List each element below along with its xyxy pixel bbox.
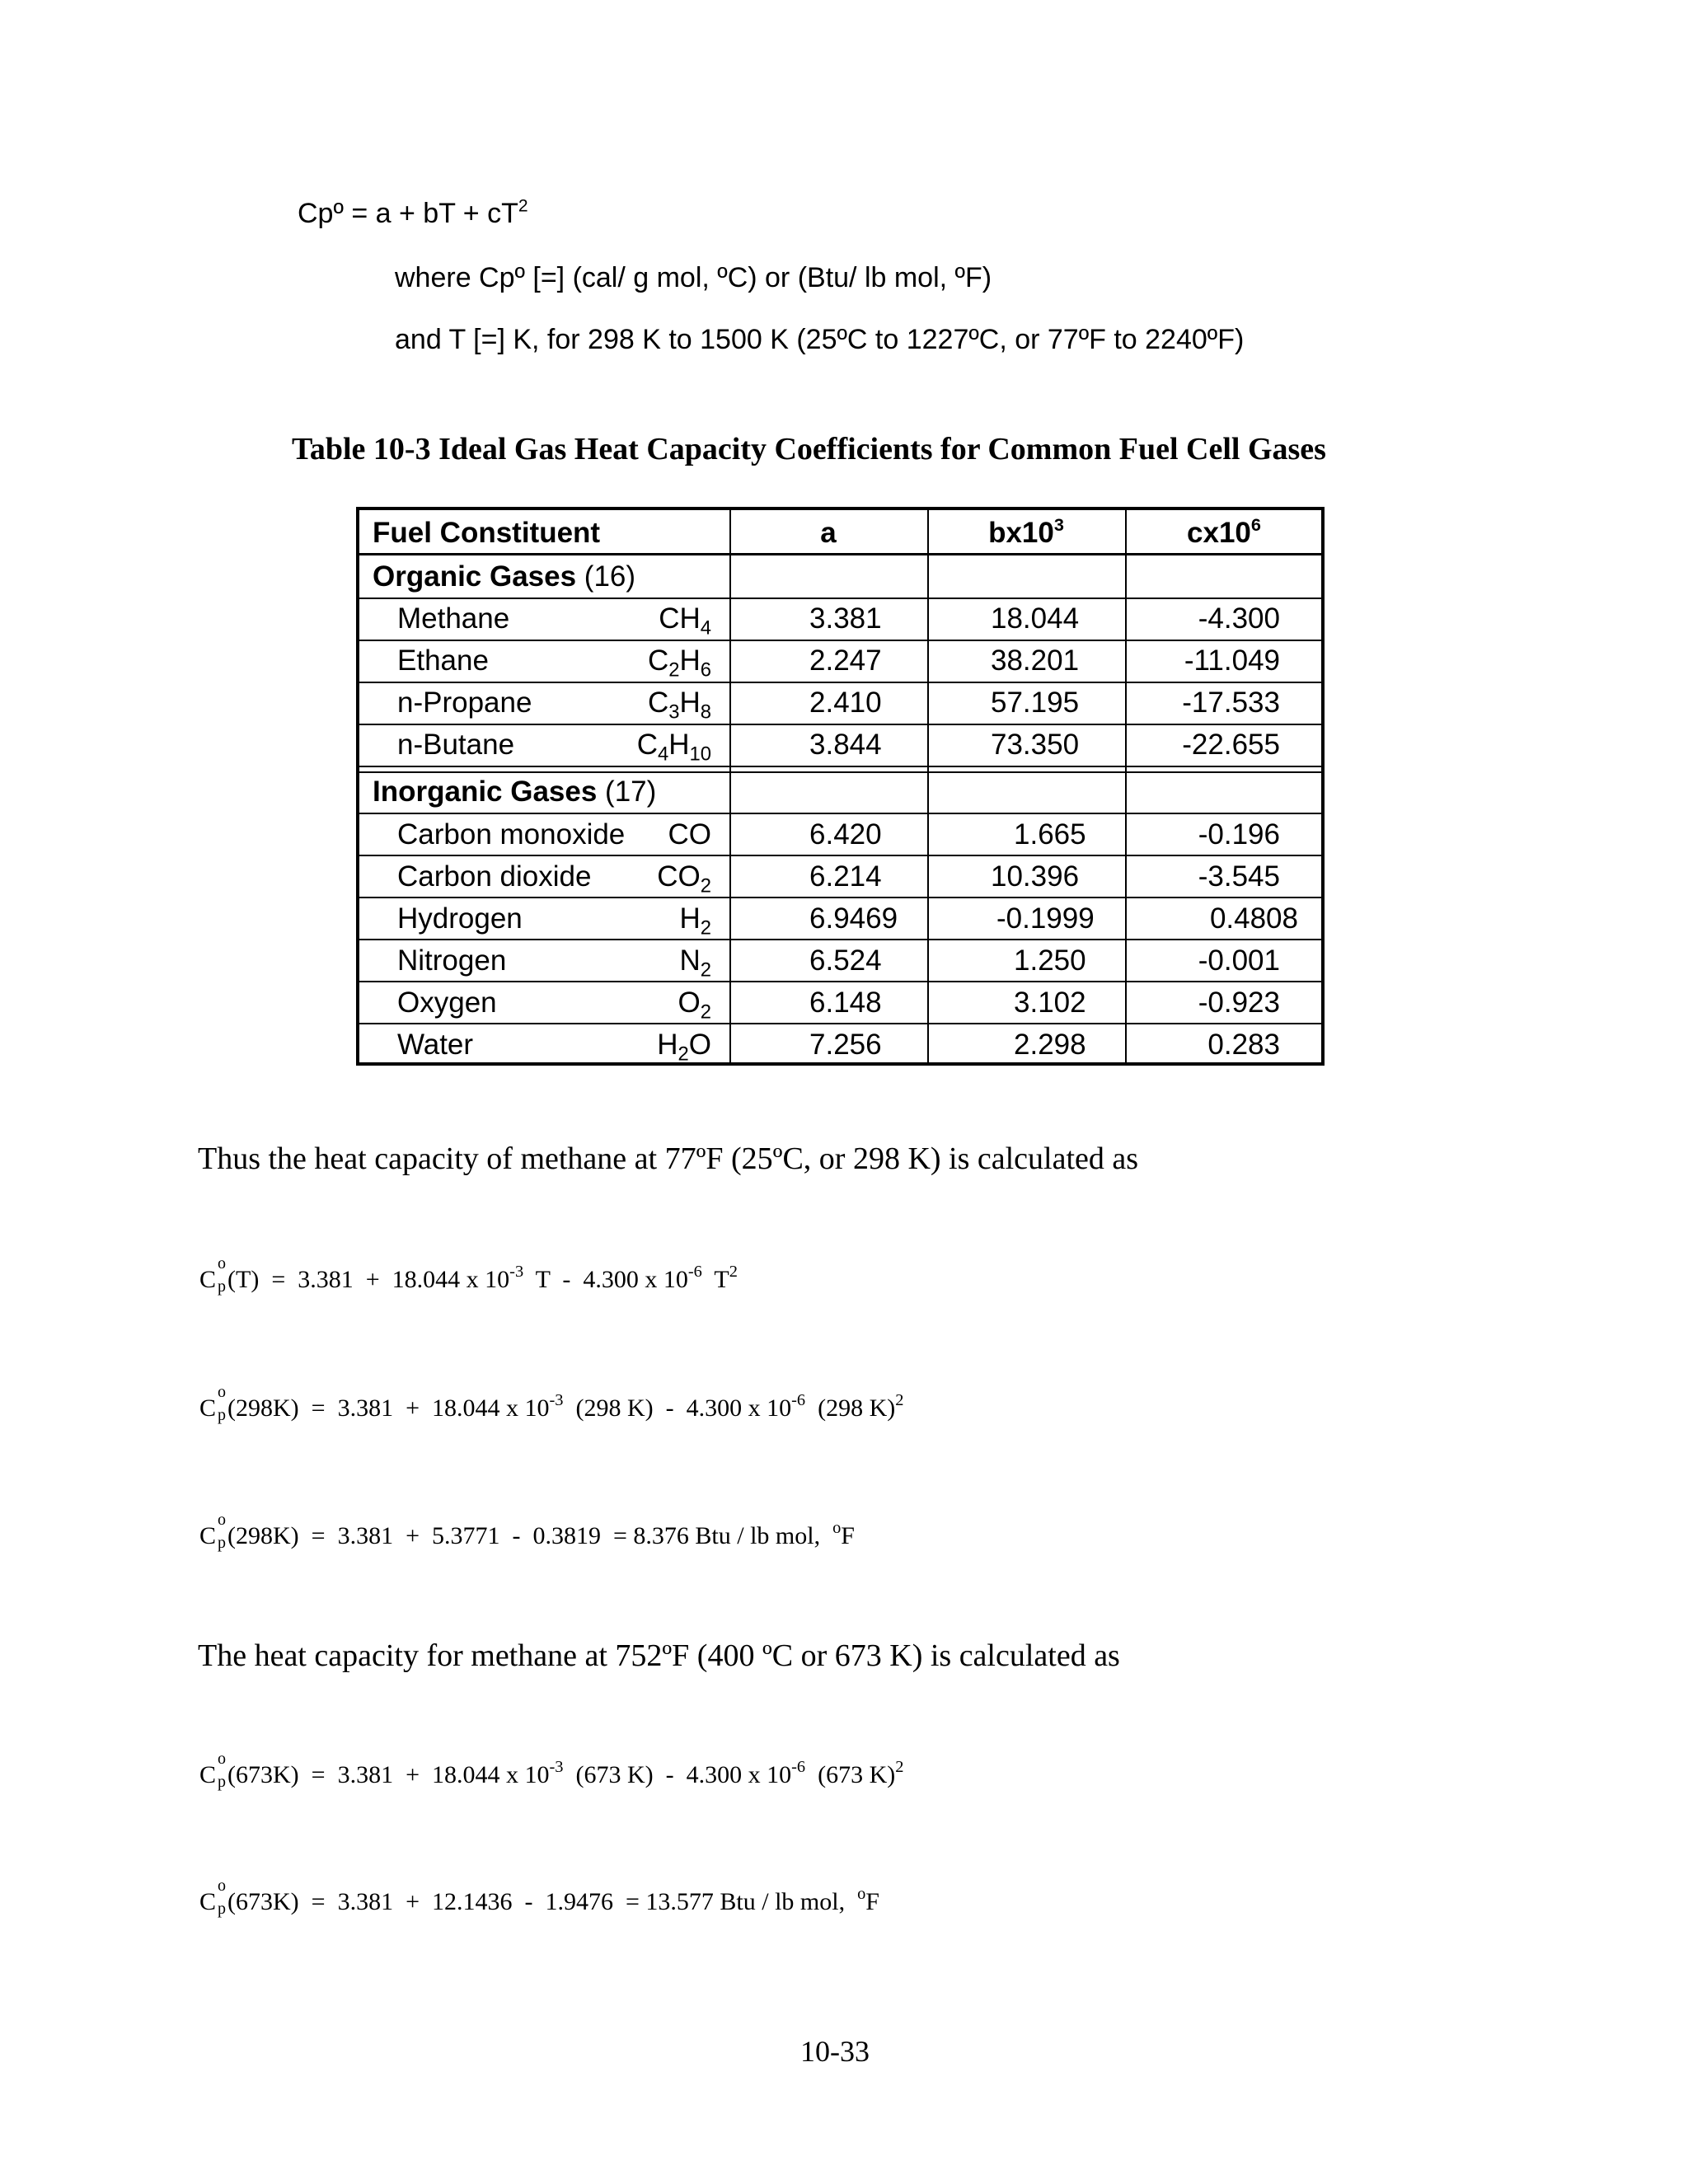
equation-cp-673k-result: C o p (673K) = 3.381 + 12.1436 - 1.9476 = 13.577 Btu / lb mol, $^o$F bbox=[199, 1877, 879, 1918]
group-rule bbox=[359, 766, 1321, 767]
cell-a: 6.214 bbox=[809, 860, 882, 893]
cell-b: 1.665 bbox=[1014, 818, 1086, 851]
header-b: $bx10^3$ bbox=[988, 513, 1064, 549]
row-name: Carbon dioxide bbox=[397, 860, 592, 893]
cell-c: 0.283 bbox=[1207, 1029, 1280, 1061]
row-formula: $N_2$ bbox=[679, 944, 711, 982]
header-c: $cx10^6$ bbox=[1187, 513, 1261, 549]
cell-a: 6.420 bbox=[809, 818, 882, 851]
row-formula: $H_2$ bbox=[679, 902, 711, 940]
cell-b: -0.1999 bbox=[996, 902, 1095, 935]
cell-c: -0.001 bbox=[1198, 944, 1280, 977]
cell-a: 3.381 bbox=[809, 602, 882, 635]
row-formula: $O_2$ bbox=[678, 987, 711, 1024]
row-formula: $C_2H_6$ bbox=[647, 644, 711, 682]
row-name: Oxygen bbox=[397, 987, 497, 1019]
row-name: n-Propane bbox=[397, 687, 532, 719]
equation-cp-general: C o p (T) = 3.381 + 18.044 x $10^{-3}$ T - 4.300 x $10^{-6}$ $T^2$ bbox=[199, 1254, 738, 1296]
row-rule bbox=[359, 682, 1321, 683]
cell-b: 2.298 bbox=[1014, 1029, 1086, 1061]
header-a: a bbox=[820, 517, 837, 549]
header-fuel-constituent: Fuel Constituent bbox=[373, 517, 601, 549]
page-number: 10-33 bbox=[800, 2035, 870, 2068]
cell-a: 2.410 bbox=[809, 687, 882, 719]
temperature-range-line: and T [=] K, for 298 K to 1500 K (25ºC to 1227ºC, or 77ºF to 2240ºF) bbox=[395, 324, 1245, 355]
row-name: Ethane bbox=[397, 644, 489, 677]
cell-c: -0.196 bbox=[1198, 818, 1280, 851]
cell-b: 73.350 bbox=[991, 729, 1080, 761]
cell-b: 18.044 bbox=[991, 602, 1080, 635]
row-rule bbox=[359, 813, 1321, 814]
row-name: n-Butane bbox=[397, 729, 515, 761]
row-formula: $C_3H_8$ bbox=[647, 687, 711, 724]
column-divider bbox=[729, 510, 731, 1062]
paragraph-methane-298k: Thus the heat capacity of methane at 77ºF (25ºC, or 298 K) is calculated as bbox=[198, 1141, 1139, 1176]
cell-a: 7.256 bbox=[809, 1029, 882, 1061]
cell-c: -22.655 bbox=[1182, 729, 1280, 761]
cell-a: 6.9469 bbox=[809, 902, 898, 935]
row-rule bbox=[359, 897, 1321, 898]
row-rule bbox=[359, 939, 1321, 940]
cell-b: 38.201 bbox=[991, 644, 1080, 677]
cell-c: -17.533 bbox=[1182, 687, 1280, 719]
units-line: where Cpº [=] (cal/ g mol, ºC) or (Btu/ lb mol, ºF) bbox=[395, 262, 992, 293]
header-rule bbox=[359, 553, 1321, 555]
equation-cp-298k-substituted: C o p (298K) = 3.381 + 18.044 x $10^{-3}$ (298 K) - 4.300 x $10^{-6}$ (298 K)$^2$ bbox=[199, 1383, 904, 1424]
cell-a: 6.148 bbox=[809, 987, 882, 1019]
cell-c: -4.300 bbox=[1198, 602, 1280, 635]
row-rule bbox=[359, 981, 1321, 982]
equation-cp-673k-substituted: C o p (673K) = 3.381 + 18.044 x $10^{-3}$ (673 K) - 4.300 x $10^{-6}$ (673 K)$^2$ bbox=[199, 1750, 904, 1791]
cell-a: 2.247 bbox=[809, 644, 882, 677]
column-divider bbox=[1125, 510, 1127, 1062]
row-name: Water bbox=[397, 1029, 474, 1061]
cell-c: 0.4808 bbox=[1209, 902, 1298, 935]
cell-b: 10.396 bbox=[991, 860, 1080, 893]
group-rule bbox=[359, 771, 1321, 773]
row-formula: $CH_4$ bbox=[659, 602, 711, 640]
row-rule bbox=[359, 855, 1321, 856]
group-label-inorganic: Inorganic Gases (17) bbox=[373, 776, 657, 808]
row-formula: $C_4H_{10}$ bbox=[636, 729, 711, 766]
equation-cp-298k-result: C o p (298K) = 3.381 + 5.3771 - 0.3819 = 8.376 Btu / lb mol, $^o$F bbox=[199, 1511, 855, 1552]
paragraph-methane-673k: The heat capacity for methane at 752ºF (400 ºC or 673 K) is calculated as bbox=[198, 1638, 1120, 1673]
group-label-organic: Organic Gases (16) bbox=[373, 560, 636, 593]
row-rule bbox=[359, 1023, 1321, 1024]
row-formula: $H_2O$ bbox=[657, 1029, 711, 1066]
cell-b: 1.250 bbox=[1014, 944, 1086, 977]
row-formula: CO bbox=[668, 818, 711, 851]
heat-capacity-formula: Cpº = a + bT + $cT^2$ bbox=[298, 196, 528, 229]
table-caption: Table 10-3 Ideal Gas Heat Capacity Coefficients for Common Fuel Cell Gases bbox=[292, 432, 1326, 466]
row-rule bbox=[359, 724, 1321, 725]
cell-a: 3.844 bbox=[809, 729, 882, 761]
row-rule bbox=[359, 640, 1321, 641]
cell-b: 3.102 bbox=[1014, 987, 1086, 1019]
coefficient-table bbox=[356, 507, 1325, 1066]
cell-c: -0.923 bbox=[1198, 987, 1280, 1019]
row-name: Hydrogen bbox=[397, 902, 523, 935]
cell-c: -11.049 bbox=[1184, 644, 1280, 677]
cell-a: 6.524 bbox=[809, 944, 882, 977]
cell-c: -3.545 bbox=[1198, 860, 1280, 893]
row-rule bbox=[359, 598, 1321, 599]
cell-b: 57.195 bbox=[991, 687, 1080, 719]
column-divider bbox=[927, 510, 929, 1062]
row-name: Carbon monoxide bbox=[397, 818, 626, 851]
row-formula: $CO_2$ bbox=[657, 860, 711, 898]
row-name: Methane bbox=[397, 602, 510, 635]
row-name: Nitrogen bbox=[397, 944, 507, 977]
